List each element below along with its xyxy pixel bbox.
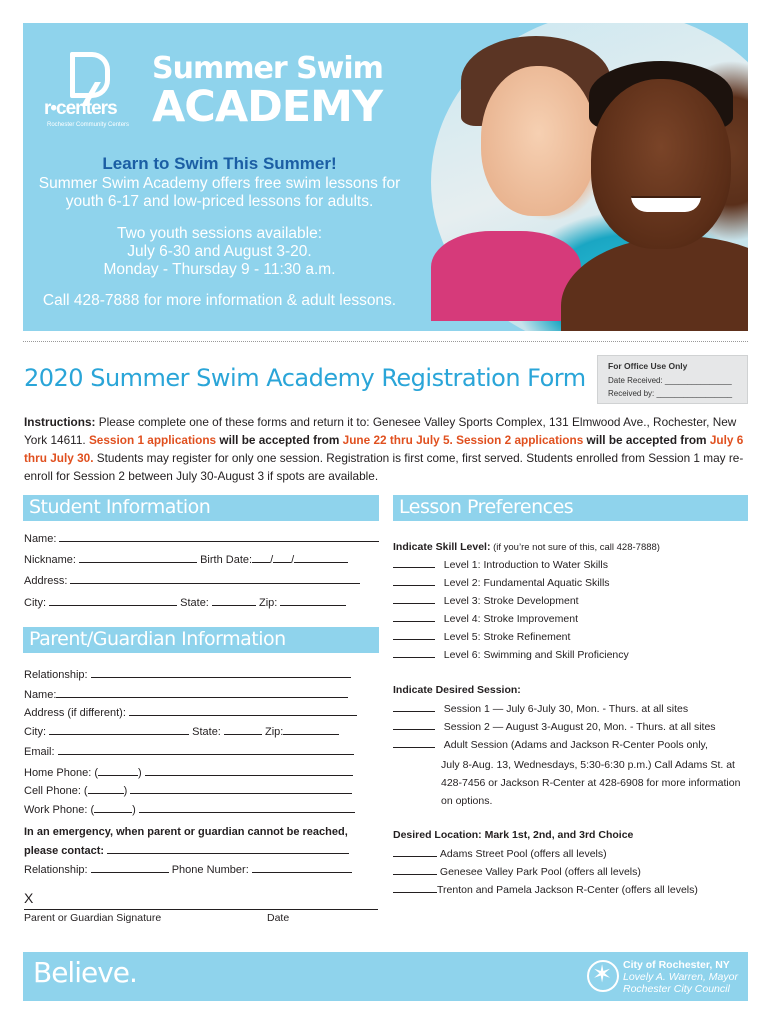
desired-session-label: Indicate Desired Session: <box>393 684 521 696</box>
form-title: 2020 Summer Swim Academy Registration Form <box>24 364 586 392</box>
signature-field[interactable]: X <box>24 890 378 910</box>
hero-banner <box>23 23 748 331</box>
parent-address-field[interactable]: Address (if different): <box>24 706 357 719</box>
hero-title: Summer Swim ACADEMY <box>152 51 383 132</box>
skill-level-label: Indicate Skill Level: (if you’re not sure of this, call 428-7888) <box>393 541 660 553</box>
skill-level-5[interactable]: Level 5: Stroke Refinement <box>393 630 570 643</box>
dotted-divider <box>23 341 748 342</box>
swimmers-photo <box>431 23 748 331</box>
student-nickname-field[interactable]: Nickname: Birth Date: / / <box>24 553 348 566</box>
signature-label: Parent or Guardian Signature <box>24 912 162 924</box>
parent-email-field[interactable]: Email: <box>24 745 354 758</box>
emergency-contact-field[interactable]: please contact: <box>24 844 349 857</box>
skill-level-3[interactable]: Level 3: Stroke Development <box>393 594 579 607</box>
student-name-field[interactable]: Name: <box>24 532 379 545</box>
adult-session-option[interactable]: Adult Session (Adams and Jackson R-Center Pools only, <box>393 738 708 751</box>
emergency-relationship-field[interactable]: Relationship: Phone Number: <box>24 863 352 876</box>
cell-phone-field[interactable]: Cell Phone: ( ) <box>24 784 352 797</box>
office-use-box: For Office Use Only Date Received: _______________ Received by: _________________ <box>597 355 748 404</box>
skill-level-6[interactable]: Level 6: Swimming and Skill Proficiency <box>393 648 629 661</box>
footer-banner <box>23 952 748 1001</box>
city-seal-icon <box>587 960 619 992</box>
parent-name-field[interactable]: Name: <box>24 688 348 701</box>
skill-level-1[interactable]: Level 1: Introduction to Water Skills <box>393 558 608 571</box>
adult-session-details: July 8-Aug. 13, Wednesdays, 5:30-6:30 p.m.) Call Adams St. at 428-7456 or Jackson R-Center at 428-6908 for more information on options. <box>441 759 741 807</box>
parent-city-field[interactable]: City: State: Zip: <box>24 725 339 738</box>
believe-logo: Believe. <box>33 956 137 989</box>
hero-text: Learn to Swim This Summer! Summer Swim Academy offers free swim lessons for youth 6-17 and low-priced lessons for adults. Two youth sessions available: July 6-30 and August 3-20. Monday - Thursday 9 - 11:30 a.m. Call 428-7888 for more information & adult lessons. <box>38 154 401 309</box>
date-label: Date <box>267 912 290 924</box>
location-jackson[interactable]: Trenton and Pamela Jackson R-Center (offers all levels) <box>393 883 698 896</box>
lesson-preferences-heading: Lesson Preferences <box>393 495 748 521</box>
instructions: Instructions: Please complete one of these forms and return it to: Genesee Valley Sports Complex, 131 Elmwood Ave., Rochester, New York 14611. Session 1 applications will be accepted from June 22 thru July 5. Session 2 applications will be accepted from July 6 thru July 30. Students may register for only one session. Registration is first come, first served. Students enrolled from Session 1 may re-enroll for Session 2 between July 30-August 3 if spots are available. <box>24 415 744 483</box>
home-phone-field[interactable]: Home Phone: ( ) <box>24 766 353 779</box>
work-phone-field[interactable]: Work Phone: ( ) <box>24 803 355 816</box>
skill-level-2[interactable]: Level 2: Fundamental Aquatic Skills <box>393 576 610 589</box>
city-credit: City of Rochester, NY Lovely A. Warren, Mayor Rochester City Council <box>623 959 738 995</box>
parent-info-heading: Parent/Guardian Information <box>23 627 379 653</box>
student-info-heading: Student Information <box>23 495 379 521</box>
skill-level-4[interactable]: Level 4: Stroke Improvement <box>393 612 578 625</box>
location-adams[interactable]: Adams Street Pool (offers all levels) <box>393 847 607 860</box>
session-2-option[interactable]: Session 2 — August 3-August 20, Mon. - Thurs. at all sites <box>393 720 716 733</box>
student-city-field[interactable]: City: State: Zip: <box>24 596 346 609</box>
rcenters-logo: r•centers Rochester Community Centers <box>44 52 136 137</box>
parent-relationship-field[interactable]: Relationship: <box>24 668 351 681</box>
location-genesee[interactable]: Genesee Valley Park Pool (offers all levels) <box>393 865 641 878</box>
emergency-heading: In an emergency, when parent or guardian cannot be reached, <box>24 826 348 838</box>
student-address-field[interactable]: Address: <box>24 574 360 587</box>
desired-location-label: Desired Location: Mark 1st, 2nd, and 3rd Choice <box>393 829 634 841</box>
session-1-option[interactable]: Session 1 — July 6-July 30, Mon. - Thurs. at all sites <box>393 702 688 715</box>
